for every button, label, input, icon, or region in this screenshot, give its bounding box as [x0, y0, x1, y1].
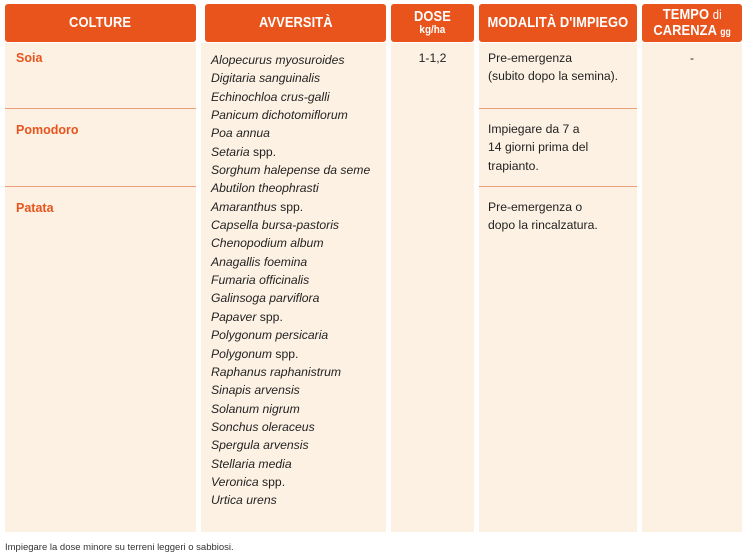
header-tempo [642, 4, 742, 42]
pest-name: Sorghum halepense da seme [211, 163, 371, 178]
pest-name: Sinapis arvensis [211, 383, 300, 398]
pest-name: Echinochloa crus-galli [211, 89, 330, 104]
pest-item [211, 473, 370, 491]
pest-name: Galinsoga parviflora [211, 291, 320, 306]
crop-patata: Patata [16, 201, 54, 215]
pest-name: Raphanus raphanistrum [211, 364, 342, 379]
pest-name: Spergula arvensis [211, 438, 309, 453]
modalita-line: Pre-emergenza o [488, 200, 583, 214]
pest-name: Polygonum persicaria [211, 328, 329, 343]
pest-item [211, 253, 370, 271]
pest-item [211, 216, 370, 234]
header-dose-label: DOSE [414, 8, 451, 26]
pest-name: Panicum dichotomiflorum [211, 108, 348, 123]
row-divider [5, 108, 196, 109]
header-tempo-line2 [653, 23, 731, 39]
row-divider [479, 108, 637, 109]
crop-pomodoro: Pomodoro [16, 123, 79, 137]
pest-item [211, 308, 370, 326]
pest-name: Digitaria sanguinalis [211, 71, 321, 86]
dose-value: 1-1,2 [418, 51, 447, 65]
pest-item [211, 418, 370, 436]
pest-item [211, 326, 370, 344]
pest-name: Veronica [211, 474, 259, 489]
pest-name: Stellaria media [211, 456, 292, 471]
pest-list [211, 51, 370, 510]
modalita-pomodoro [488, 120, 588, 175]
pest-item [211, 381, 370, 399]
modalita-line: 14 giorni prima del [488, 140, 589, 155]
pest-item [211, 161, 370, 179]
modalita-line: Pre-emergenza [488, 51, 572, 65]
header-tempo-line1 [663, 7, 722, 23]
pest-item [211, 69, 370, 87]
pest-item [211, 198, 370, 216]
header-colture [5, 4, 196, 42]
column-tempo [642, 43, 742, 532]
pest-item [211, 143, 370, 161]
header-avversita [205, 4, 386, 42]
pest-name: Papaver [211, 309, 257, 324]
pest-item [211, 491, 370, 509]
pest-suffix: spp. [271, 346, 299, 361]
row-divider [5, 186, 196, 187]
header-dose [391, 4, 474, 42]
header-modalita [479, 4, 637, 42]
pest-suffix: spp. [276, 199, 304, 214]
modalita-line: dopo la rincalzatura. [488, 218, 598, 233]
pest-item [211, 400, 370, 418]
modalita-line: Impiegare da 7 a [488, 122, 580, 136]
pest-item [211, 179, 370, 197]
header-avversita-label: AVVERSITÀ [258, 14, 333, 32]
modalita-patata [488, 198, 598, 235]
pest-name: Urtica urens [211, 493, 277, 508]
pest-name: Setaria [211, 144, 250, 159]
pest-name: Capsella bursa-pastoris [211, 218, 340, 233]
header-colture-label: COLTURE [69, 14, 132, 32]
tempo-value: - [689, 51, 695, 65]
modalita-soia [488, 49, 618, 86]
header-modalita-label: MODALITÀ D'IMPIEGO [487, 14, 629, 32]
pest-name: Sonchus oleraceus [211, 419, 315, 434]
pest-item [211, 363, 370, 381]
header-dose-unit: kg/ha [419, 24, 446, 37]
pest-item [211, 345, 370, 363]
column-modalita [479, 43, 637, 532]
pest-item [211, 289, 370, 307]
header-tempo-word: TEMPO [662, 6, 709, 24]
pest-item [211, 51, 370, 69]
pest-name: Abutilon theophrasti [211, 181, 319, 196]
footnote: Impiegare la dose minore su terreni leggeri o sabbiosi. [5, 542, 234, 553]
column-colture [5, 43, 196, 532]
pest-item [211, 234, 370, 252]
pest-name: Polygonum [211, 346, 272, 361]
pest-name: Anagallis foemina [211, 254, 308, 269]
pest-item [211, 455, 370, 473]
header-tempo-di: di [712, 7, 722, 23]
modalita-line: (subito dopo la semina). [488, 69, 619, 84]
header-tempo-unit: gg [720, 27, 731, 38]
row-divider [479, 186, 637, 187]
pest-item [211, 436, 370, 454]
pest-item [211, 124, 370, 142]
pest-name: Amaranthus [211, 199, 277, 214]
pest-name: Alopecurus myosuroides [211, 53, 345, 67]
pest-suffix: spp. [249, 144, 277, 159]
pest-suffix: spp. [258, 474, 286, 489]
pest-name: Solanum nigrum [211, 401, 300, 416]
pest-name: Chenopodium album [211, 236, 324, 251]
pest-name: Poa annua [211, 126, 270, 141]
pest-item [211, 88, 370, 106]
column-dose [391, 43, 474, 532]
pest-item [211, 271, 370, 289]
crop-soia: Soia [16, 51, 43, 65]
header-carenza-word: CARENZA [653, 22, 717, 39]
modalita-line: trapianto. [488, 158, 539, 173]
pest-name: Fumaria officinalis [211, 273, 310, 288]
pest-suffix: spp. [256, 309, 283, 324]
pest-item [211, 106, 370, 124]
